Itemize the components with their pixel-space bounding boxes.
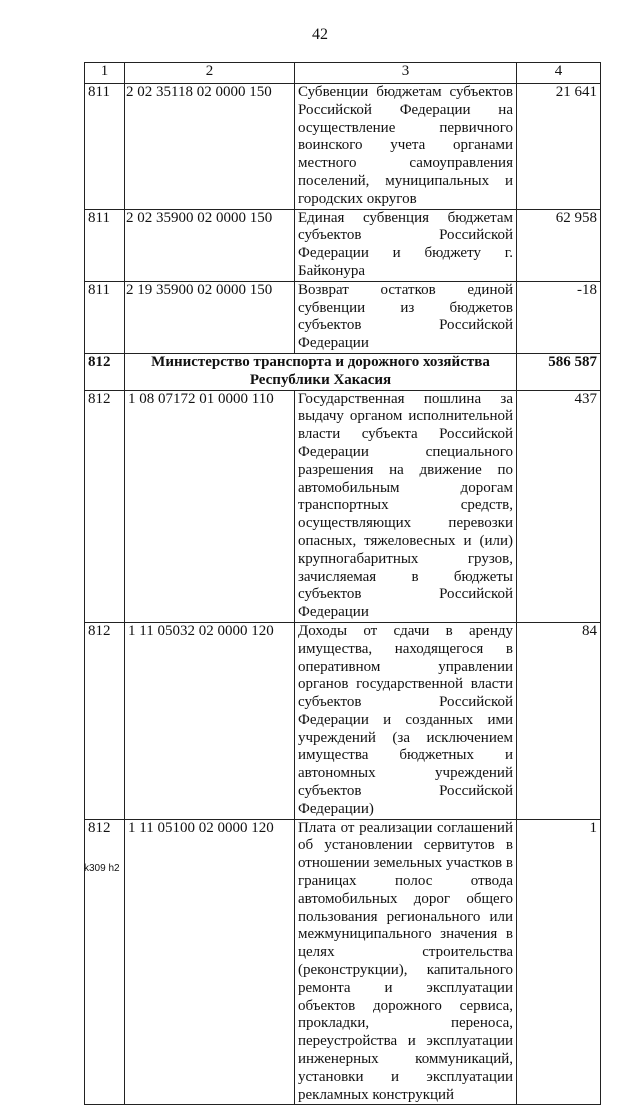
revenue-code-cell: 1 08 07172 01 0000 110 [125,390,295,622]
admin-code-cell: 811 [85,84,125,210]
revenue-code-cell: 2 02 35900 02 0000 150 [125,209,295,281]
description-cell: Субвенции бюджетам субъектов Российской Федерации на осуществление первичного воинского учета органами местного самоуправления поселений, муниципальных и городских округов [295,84,517,210]
amount-cell: 1 [517,819,601,1105]
revenue-code-cell: 2 02 35118 02 0000 150 [125,84,295,210]
ministry-total-cell: 586 587 [517,353,601,390]
revenue-code-cell: 1 11 05100 02 0000 120 [125,819,295,1105]
table-row [85,390,601,622]
column-header: 3 [295,63,517,84]
amount-cell: 437 [517,390,601,622]
column-header: 2 [125,63,295,84]
amount-cell: 21 641 [517,84,601,210]
admin-code-cell: 811 [85,209,125,281]
table-row [85,84,601,210]
column-header: 4 [517,63,601,84]
amount-cell: -18 [517,281,601,353]
ministry-row [85,353,601,390]
revenue-table [84,62,601,1105]
description-cell: Государственная пошлина за выдачу органом исполнительной власти субъекта Российской Федерации специального разрешения на движение по автомобильным дорогам транспортных средств, осуществляющих перевозки опасных, тяжеловесных и (или) крупногабаритных грузов, зачисляемая в бюджеты субъектов Российской Федерации [295,390,517,622]
table-row [85,819,601,1105]
document-footer-code: k309 h2 [84,863,120,874]
table-row [85,622,601,819]
description-cell: Возврат остатков единой субвенции из бюджетов субъектов Российской Федерации [295,281,517,353]
table-row [85,209,601,281]
description-cell: Единая субвенция бюджетам субъектов Российской Федерации и бюджету г. Байконура [295,209,517,281]
admin-code-cell: 812 [85,622,125,819]
admin-code-cell: 812 [85,819,125,1105]
description-cell: Доходы от сдачи в аренду имущества, находящегося в оперативном управлении органов государственной власти субъектов Российской Федерации и созданных ими учреждений (за исключением имущества бюджетных и автономных учреждений субъектов Российской Федерации) [295,622,517,819]
amount-cell: 62 958 [517,209,601,281]
page-number: 42 [312,26,328,43]
revenue-code-cell: 1 11 05032 02 0000 120 [125,622,295,819]
table-row [85,281,601,353]
column-header: 1 [85,63,125,84]
revenue-code-cell: 2 19 35900 02 0000 150 [125,281,295,353]
admin-code-cell: 811 [85,281,125,353]
admin-code-cell: 812 [85,390,125,622]
table-header-row [85,63,601,84]
description-cell: Плата от реализации соглашений об установлении сервитутов в отношении земельных участков в границах полос отвода автомобильных дорог общего пользования регионального или межмуниципального значения в целях строительства (реконструкции), капитального ремонта и эксплуатации объектов дорожного сервиса, прокладки, переноса, переустройства и эксплуатации инженерных коммуникаций, установки и эксплуатации рекламных конструкций [295,819,517,1105]
ministry-name-cell: Министерство транспорта и дорожного хозяйства Республики Хакасия [125,353,517,390]
admin-code-cell: 812 [85,353,125,390]
amount-cell: 84 [517,622,601,819]
